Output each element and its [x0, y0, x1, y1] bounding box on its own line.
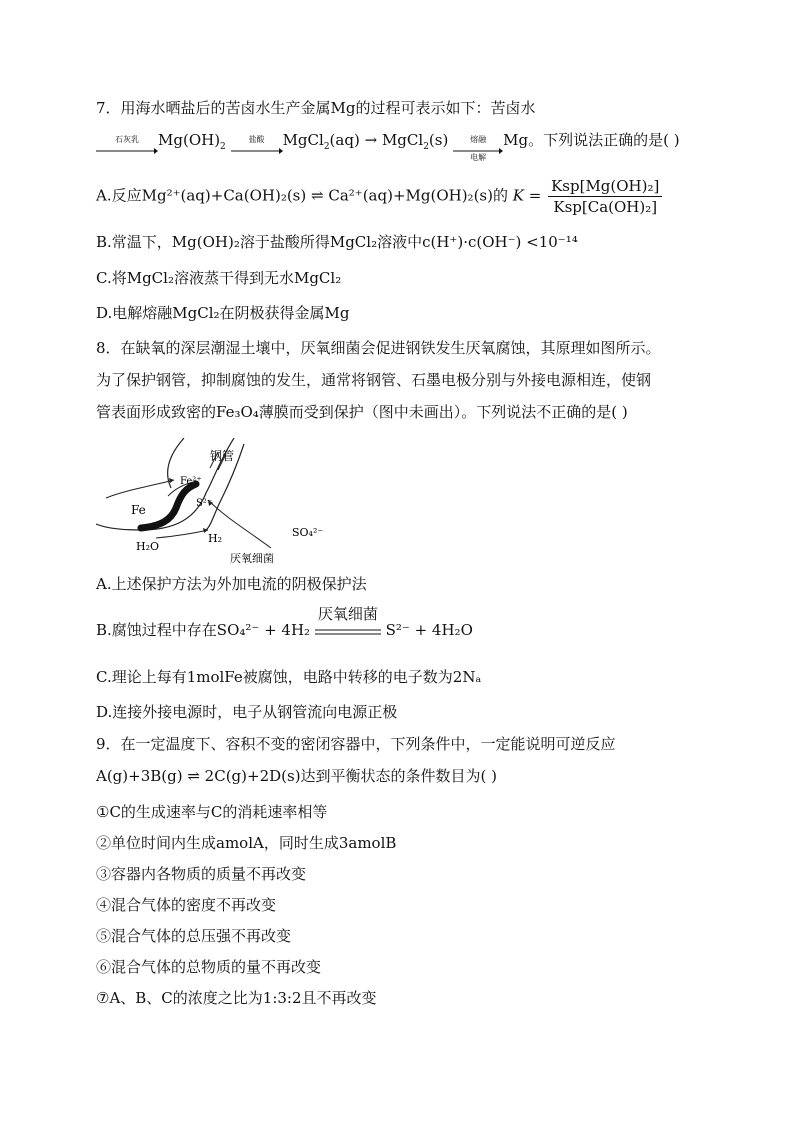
q8-option-d: D.连接外接电源时，电子从钢管流向电源正极: [96, 703, 398, 721]
q9-item: ⑤混合气体的总压强不再改变: [96, 927, 292, 945]
arrow-electrolysis-label: 电解: [470, 153, 487, 162]
ksp-numerator: Ksp[Mg(OH)₂]: [548, 176, 662, 197]
q7-option-c: C.将MgCl₂溶液蒸干得到无水MgCl₂: [96, 269, 342, 287]
label-h2o: H₂O: [136, 540, 160, 553]
mgcl2-aq: MgCl: [282, 131, 324, 149]
q9-item: ④混合气体的密度不再改变: [96, 896, 277, 914]
q8-stem-line1: 8．在缺氧的深层潮湿土壤中，厌氧细菌会促进钢铁发生厌氧腐蚀，其原理如图所示。: [96, 339, 661, 357]
label-bacteria: 厌氧细菌: [230, 552, 274, 565]
ksp-denominator: Ksp[Ca(OH)₂]: [553, 198, 658, 216]
mgcl2-s: MgCl: [381, 131, 424, 149]
arrow-lime-label: 石灰乳: [115, 135, 139, 144]
corrosion-layer: [141, 484, 196, 528]
s-text: (s): [428, 131, 449, 149]
q8-option-a: A.上述保护方法为外加电流的阴极保护法: [96, 575, 367, 593]
q7-a-mid: 的: [492, 186, 508, 205]
arrow-electrolysis: [453, 135, 503, 162]
mgoh2-text: Mg(OH): [158, 131, 221, 149]
label-h2: H₂: [208, 532, 223, 545]
label-so4: SO₄²⁻: [292, 526, 324, 539]
q7-a-prefix: A.反应: [96, 186, 142, 205]
q8-option-b: [96, 605, 473, 641]
label-s2: S²⁻: [196, 498, 213, 509]
q8-b-condition: 厌氧细菌: [317, 605, 378, 623]
q9-item: ①C的生成速率与C的消耗速率相等: [96, 803, 328, 821]
corrosion-diagram: [96, 438, 336, 568]
q9-item: ②单位时间内生成amolA，同时生成3amolB: [96, 834, 397, 852]
q7-a-k: K =: [512, 186, 542, 205]
q9-stem-line1: 9．在一定温度下、容积不变的密闭容器中，下列条件中，一定能说明可逆反应: [96, 735, 616, 753]
q8-stem-line3: 管表面形成致密的Fe₃O₄薄膜而受到保护（图中未画出）。下列说法不正确的是( ): [96, 403, 628, 421]
q8-b-suffix: S²⁻ + 4H₂O: [385, 621, 473, 639]
label-fe: Fe: [131, 503, 146, 517]
q7-option-d: D.电解熔融MgCl₂在阴极获得金属Mg: [96, 304, 350, 322]
q8-b-condition-arrow: [315, 605, 381, 641]
aq-text: (aq): [329, 131, 360, 149]
arrow-plain: →: [364, 131, 378, 149]
q9-item: ③容器内各物质的质量不再改变: [96, 865, 307, 883]
arrow-hcl-label: 盐酸: [248, 135, 265, 144]
label-fe2: Fe²⁺: [180, 476, 202, 487]
q7-option-b: B.常温下，Mg(OH)₂溶于盐酸所得MgCl₂溶液中c(H⁺)·c(OH⁻) <10⁻¹⁴: [96, 233, 578, 251]
ksp-fraction: [548, 176, 662, 217]
arrow-hcl: [231, 135, 283, 157]
q9-item: ⑥混合气体的总物质的量不再改变: [96, 958, 322, 976]
mg-product: Mg: [503, 131, 529, 149]
q8-b-prefix: B.腐蚀过程中存在SO₄²⁻ + 4H₂: [96, 621, 311, 639]
arrow-melt-label: 熔融: [470, 135, 487, 144]
q9-stem-line2: A(g)+3B(g) ⇌ 2C(g)+2D(s)达到平衡状态的条件数目为( ): [96, 767, 498, 785]
arrow-lime: [96, 135, 158, 157]
q7-tail: 。下列说法正确的是( ): [528, 131, 680, 149]
q7-stem-line1: 7．用海水晒盐后的苦卤水生产金属Mg的过程可表示如下：苦卤水: [96, 99, 536, 117]
q7-option-a: [96, 176, 664, 217]
q9-item: ⑦A、B、C的浓度之比为1:3:2且不再改变: [96, 989, 377, 1007]
q7-process-line: 石灰乳 $Mg(OH)_2$ 盐酸 MgCl$_2$(aq) → MgCl$_2$(s) 熔融 电解 Mg。下列说法正确的是( ): [96, 130, 680, 157]
q8-option-c: C.理论上每有1molFe被腐蚀，电路中转移的电子数为2Nₐ: [96, 668, 482, 686]
label-steel-pipe: 钢管: [210, 449, 235, 463]
q7-a-equation: Mg²⁺(aq)+Ca(OH)₂(s) ⇌ Ca²⁺(aq)+Mg(OH)₂(s): [141, 186, 493, 205]
q8-stem-line2: 为了保护钢管，抑制腐蚀的发生，通常将钢管、石墨电极分别与外接电源相连，使钢: [96, 371, 652, 389]
